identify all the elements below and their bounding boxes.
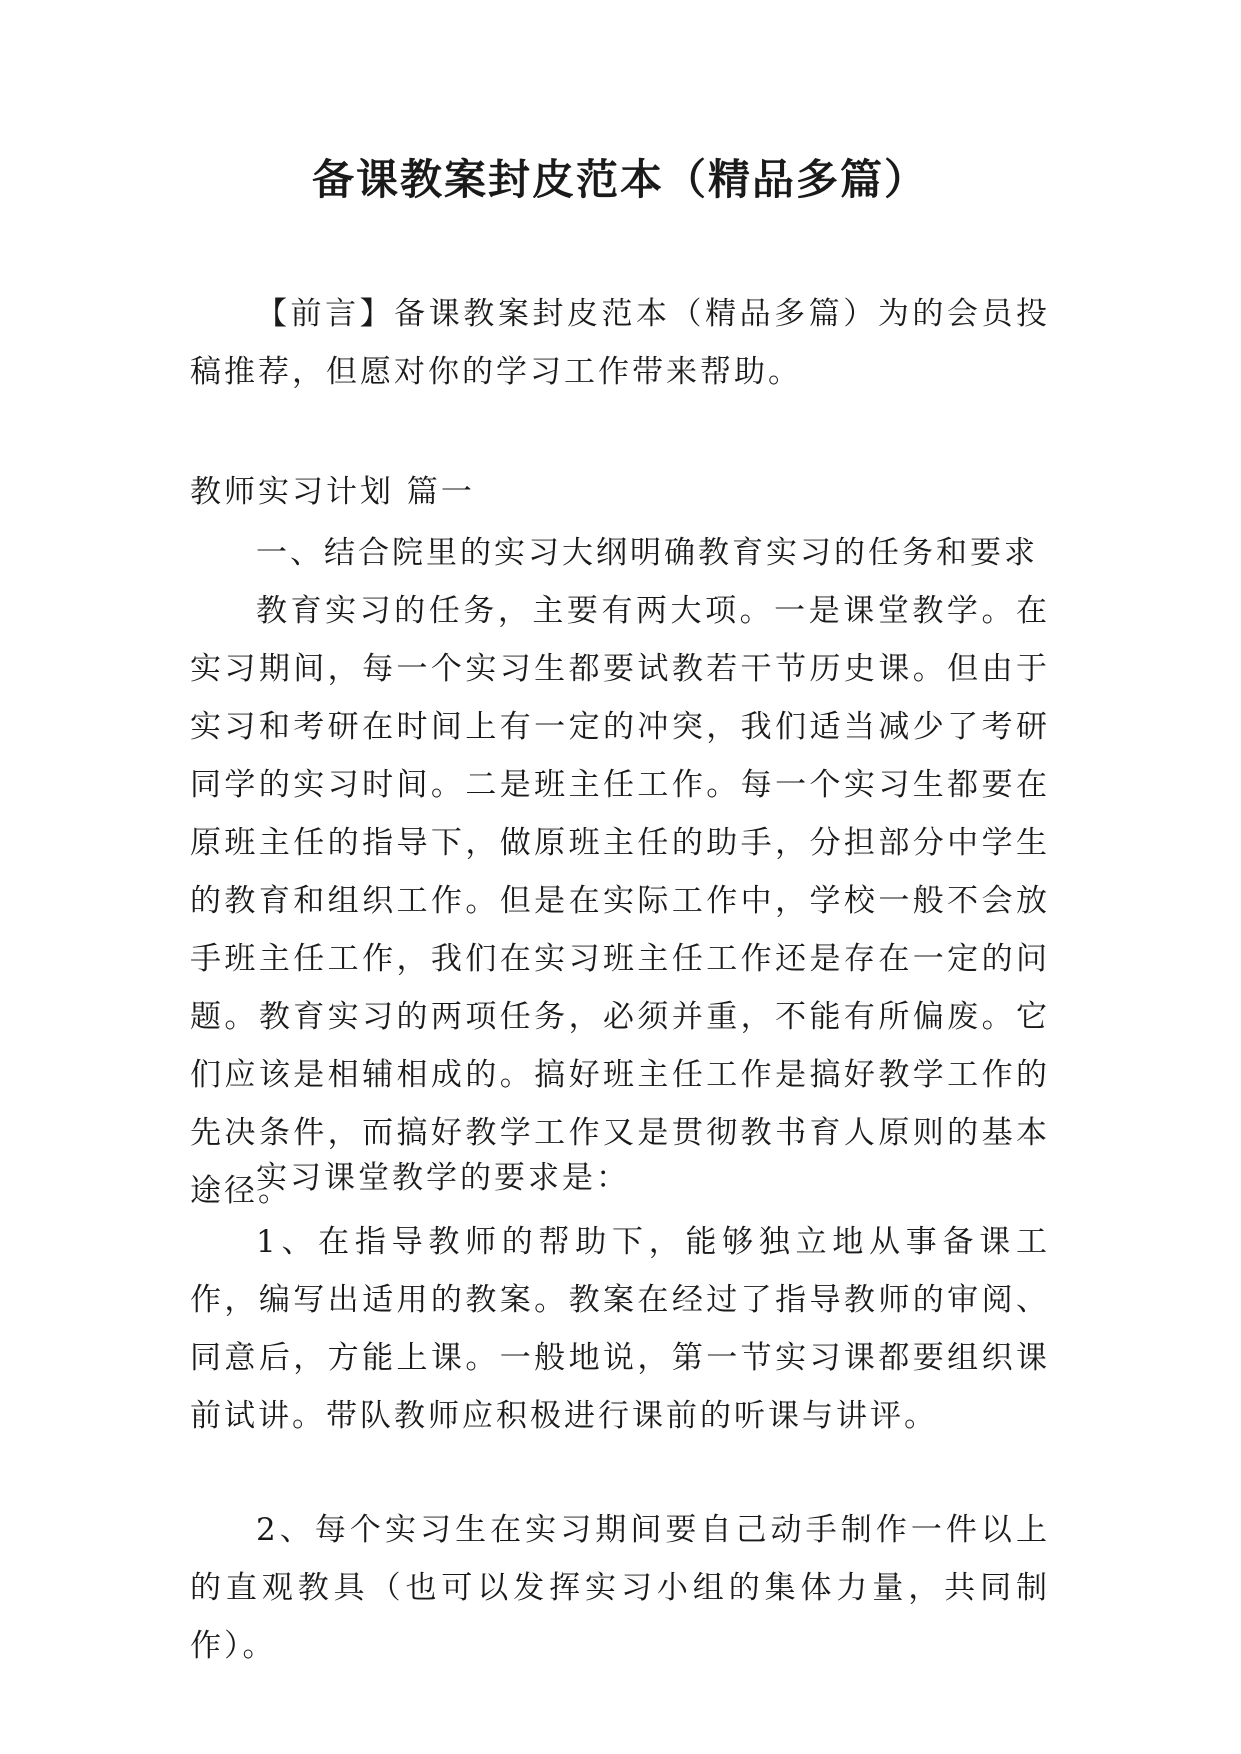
body-paragraph: 教育实习的任务，主要有两大项。一是课堂教学。在实习期间，每一个实习生都要试教若干节历史课。但由于实习和考研在时间上有一定的冲突，我们适当减少了考研同学的实习时间。二是班主任工作。每一个实习生都要在原班主任的指导下，做原班主任的助手，分担部分中学生的教育和组织工作。但是在实际工作中，学校一般不会放手班主任工作，我们在实习班主任工作还是存在一定的问题。教育实习的两项任务，必须并重，不能有所偏废。它们应该是相辅相成的。搞好班主任工作是搞好教学工作的先决条件，而搞好教学工作又是贯彻教书育人原则的基本途径。 [190, 593, 1050, 1209]
body-paragraph: 1、在指导教师的帮助下，能够独立地从事备课工作，编写出适用的教案。教案在经过了指导教师的审阅、同意后，方能上课。一般地说，第一节实习课都要组织课前试讲。带队教师应积极进行课前的听课与讲评。 [190, 1224, 1050, 1434]
preface-paragraph: 【前言】备课教案封皮范本（精品多篇）为的会员投稿推荐，但愿对你的学习工作带来帮助。 [190, 296, 1050, 390]
section-heading: 教师实习计划 篇一 [190, 474, 475, 510]
body-paragraph: 2、每个实习生在实习期间要自己动手制作一件以上的直观教具（也可以发挥实习小组的集体力量，共同制作）。 [190, 1512, 1050, 1664]
body-paragraph: 实习课堂教学的要求是： [256, 1160, 630, 1196]
item-heading: 一、结合院里的实习大纲明确教育实习的任务和要求 [256, 535, 1038, 571]
document-title: 备课教案封皮范本（精品多篇） [311, 155, 928, 204]
